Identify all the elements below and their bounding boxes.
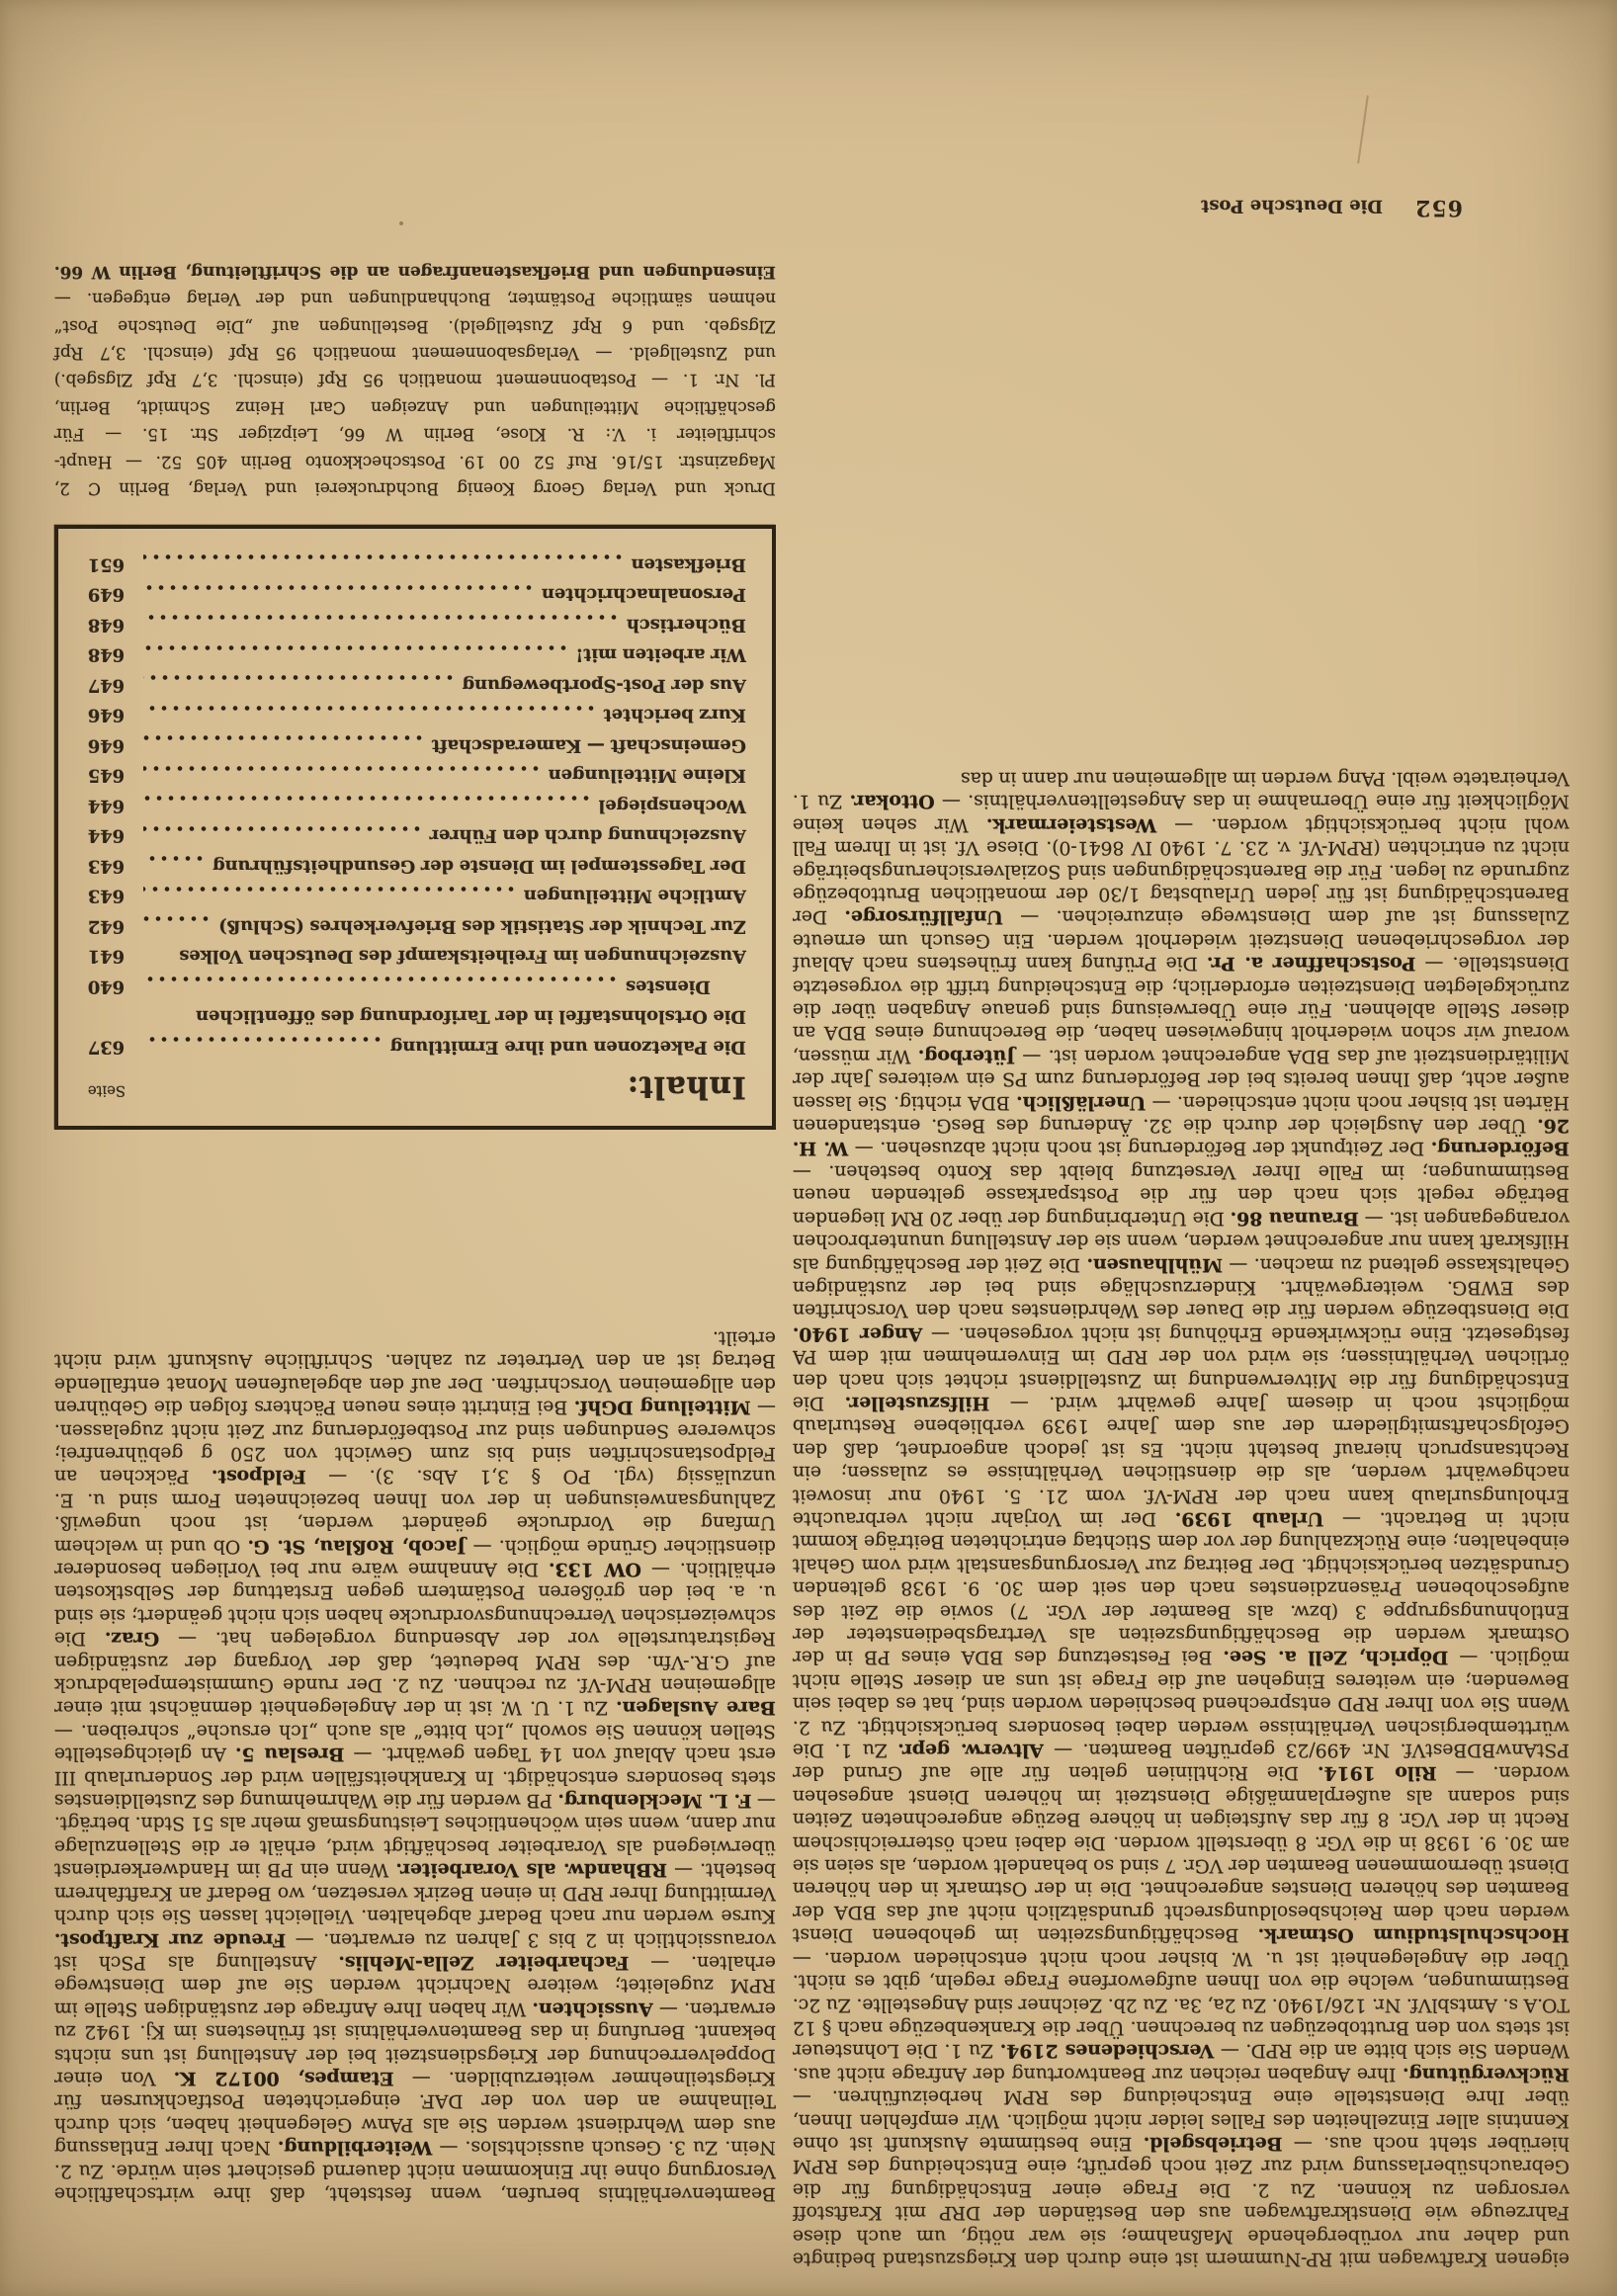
toc-entry: Auszeichnungen im Freiheitskampf des Deutschen Volkes 641 — [88, 946, 746, 968]
toc-entries — [88, 549, 746, 1062]
imprint-line: schriftleiter i. V.: R. Klose, Berlin W 66, Leipziger Str. 15. — Für — [54, 424, 776, 445]
imprint-line: Zlgsgeb. und 6 Rpf Zustellgeld). Bestellungen auf „Die Deutsche Post“ — [54, 315, 776, 336]
imprint-line: Druck und Verlag Georg Koenig Buchdruckerei und Verlag, Berlin C 2, — [54, 478, 776, 499]
imprint-line: Pl. Nr. 1. — Postabonnement monatlich 95 Rpf (einschl. 3,7 Rpf Zlgsgeb.) — [54, 370, 776, 390]
toc-entry: Wir arbeiten mit! 648 — [88, 644, 746, 666]
toc-entry: Zur Technik der Statistik des Briefverkehres (Schluß) 642 — [88, 915, 746, 937]
briefkasten-left-column: eigenen Kraftwagen mit RP-Nummern ist eine durch den Kriegszustand bedingte und daher nur vorübergehende Maßnahme; sie war nötig, um auch diese Fahrzeuge wie Dienstkraftwagen aus den Beständen der DRP mit Kraftstoff versorgen zu können. Zu 2. Die Frage einer Entschädigung für die Gebrauchsüberlassung wird zur Zeit noch geprüft; eine Entscheidung des RPM hierüber steht noch aus. — Betriebsgeld. Eine bestimmte Auskunft ist ohne Kenntnis aller Einzelheiten des Falles leider nicht möglich. Wir empfehlen Ihnen, über Ihre Dienststelle eine Entscheidung des RPM herbeizuführen. — Rückvergütung. Ihre Angaben reichen zur Beantwortung der Anfrage nicht aus. Wenden Sie sich bitte an die RPD. — Verschiedenes 2194. Zu 1. Die Lohnsteuer ist stets von den Bruttobezügen zu berechnen. Über die Krankenbezüge nach § 12 TO.A s. AmtsblVf. Nr. 126/1940. Zu 2a, 3a. Zu 2b. Zeichner sind Angestellte. Zu 2c. Bestimmungen, welche die von Ihnen aufgeworfene Frage regeln, gibt es nicht. Über die Angelegenheit ist u. W. bisher noch nicht entschieden worden. — Hochschulstudium Ostmark. Beschäftigungszeiten im gehobenen Dienst werden nach dem Reichsbesoldungsrecht grundsätzlich nicht auf das BDA der Beamten des höheren Dienstes angerechnet. Die in der Ostmark in den höheren Dienst übernommenen Beamten der VGr. 7 sind so behandelt worden, als seien sie am 30. 9. 1938 in die VGr. 8 überstellt worden. Die dabei nach österreichischem Recht in der VGr. 8 für das Aufsteigen in höhere Bezüge angerechneten Zeiten sind sodann als außerplanmäßige Dienstzeit im höheren Dienst angesehen worden. — Rilo 1914. Die Richtlinien gelten für alle auf Grund der PStAnwBDBestVf. Nr. 499/23 geprüften Beamten. — Altverw. gepr. Zu 1. Die württembergischen Verhältnisse werden dabei besonders berücksichtigt. Zu 2. Wenn Sie von Ihrer RPD entsprechend beschieden worden sind, hat es dabei sein Bewenden; ein weiteres Eingehen auf die Frage ist uns an dieser Stelle nicht möglich. — Döprich, Zell a. See. Bei Festsetzung des BDA eines PB in der Ostmark werden die Beschäftigungszeiten als Vertragsbediensteter der Entlohnungsgruppe 3 (bzw. als Beamter der VGr. 7) sowie die Zeit des aufgeschobenen Präsenzdienstes nach den seit dem 30. 9. 1938 geltenden Grundsätzen berücksichtigt. Der Beitrag zur Versorgungsanstalt wird vom Gehalt einbehalten; eine Rückzahlung der vor dem Stichtag entrichteten Beiträge kommt nicht in Betracht. — Urlaub 1939. Der im Vorjahr nicht verbrauchte Erholungsurlaub kann nach der RPM-Vf. vom 21. 5. 1940 nur insoweit nachgewährt werden, als die dienstlichen Verhältnisse es zulassen; ein Rechtsanspruch hierauf besteht nicht. Es ist jedoch angeordnet, daß den Gefolgschaftsmitgliedern der aus dem Jahre 1939 verbliebene Resturlaub möglichst noch in diesem Jahre gewährt wird. — Hilfszusteller. Die Entschädigung für die Mitverwendung im Zustelldienst richtet sich nach den örtlichen Verhältnissen; sie wird von der RPD im Einvernehmen mit dem PA festgesetzt. Eine rückwirkende Erhöhung ist nicht vorgesehen. — Anger 1940. Die Dienstbezüge werden für die Dauer des Wehrdienstes nach den Vorschriften des EWBG. weitergewährt. Kinderzuschläge sind bei der zuständigen Gehaltskasse geltend zu machen. — Mühlhausen. Die Zeit der Beschäftigung als Hilfskraft kann nur angerechnet werden, wenn sie der Anstellung ununterbrochen vorangegangen ist. — Braunau 86. Die Unterbringung der über 20 RM liegenden Beträge regelt sich nach den für die Postsparkasse geltenden neuen Bestimmungen; im Falle Ihrer Versetzung bleibt das Konto bestehen. — Beförderung. Der Zeitpunkt der Beförderung ist noch nicht abzusehen. — W. H. 26. Über den Ausgleich der durch die 32. Änderung des BesG. entstandenen Härten ist bisher noch nicht entschieden. — Unerläßlich. BDA richtig. Sie lassen außer acht, daß Ihnen bereits bei der Beförderung zum PS ein weiteres Jahr der Militärdienstzeit auf das BDA angerechnet worden ist. — Jüterbog. Wir müssen, worauf wir schon wiederholt hingewiesen haben, die Berechnung eines BDA an dieser Stelle ablehnen. Für eine Überweisung sind genaue Angaben über die zurückgelegten Dienstzeiten erforderlich; die Entscheidung trifft die vorgesetzte Dienststelle. — Postschaffner a. Pr. Die Prüfung kann frühestens nach Ablauf der vorgeschriebenen Dienstzeit wiederholt werden. Ein Gesuch um erneute Zulassung ist auf dem Dienstwege einzureichen. — Unfallfürsorge. Der Barentschädigung ist für jeden Urlaubstag 1/30 der monatlichen Bruttobezüge zugrunde zu legen. Für die Barentschädigungen sind Sozialversicherungsbeiträge nicht zu entrichten (RPM-Vf. v. 23. 7. 1940 IV 8641-0). Diese Vf. ist in Ihrem Fall wohl nicht berücksichtigt worden. — Weststeiermark. Wir sehen keine Möglichkeit für eine Übernahme in das Angestelltenverhältnis. — Ottokar. Zu 1. Verheiratete weibl. PAng werden im allgemeinen nur dann in das — [793, 768, 1570, 2270]
right-column — [54, 257, 776, 2205]
toc-entry: Personalnachrichten 649 — [88, 584, 746, 606]
imprint-line: Einsendungen und Briefkastenanfragen an die Schriftleitung, Berlin W 66. — [54, 261, 776, 282]
toc-entry: Die Paketzonen und ihre Ermittlung 637 — [88, 1036, 746, 1058]
toc-entry: Büchertisch 648 — [88, 614, 746, 636]
toc-entry: Aus der Post-Sportbewegung 647 — [88, 674, 746, 696]
toc-entry: Gemeinschaft — Kameradschaft 646 — [88, 734, 746, 756]
toc-entry: Briefkasten 651 — [88, 553, 746, 575]
toc-title: Inhalt: — [627, 1069, 746, 1105]
briefkasten-right-column: Beamtenverhältnis berufen, wenn feststeht, daß ihre wirtschaftliche Versorgung ohne ihr Einkommen nicht dauernd gesichert sein würde. Zu 2. Nein. Zu 3. Gesuch aussichtslos. — Weiterbildung. Nach Ihrer Entlassung aus dem Wehrdienst werden Sie als PAnw Gelegenheit haben, sich durch Teilnahme an den von der DAF. eingerichteten Postfachkursen für Kriegsteilnehmer weiterzubilden. — Etampes, 00172 K. Von einer Doppelverrechnung der Kriegsdienstzeit bei der Anstellung ist uns nichts bekannt. Berufung in das Beamtenverhältnis ist frühestens im Kj. 1942 zu erwarten. — Aussichten. Wir haben Ihre Anfrage der zuständigen Stelle im RPM zugeleitet; weitere Nachricht werden Sie auf dem Dienstwege erhalten. — Facharbeiter Zella-Mehlis. Anstellung als PSch ist voraussichtlich in 2 bis 3 Jahren zu erwarten. — Freude zur Kraftpost. Kurse werden nur nach Bedarf abgehalten. Vielleicht lassen Sie sich durch Vermittlung Ihrer RPD in einen Bezirk versetzen, wo Bedarf an Kraftfahrern besteht. — RBhandw. als Vorarbeiter. Wenn ein PB im Handwerkerdienst überwiegend als Vorarbeiter beschäftigt wird, erhält er die Stellenzulage nur dann, wenn sein wöchentliches Leistungsmaß mehr als 51 Stdn. beträgt. — F. L. Mecklenburg. PB werden für die Wahrnehmung des Zustelldienstes stets besonders entschädigt. In Krankheitsfällen wird der Sonderurlaub III erst nach Ablauf von 14 Tagen gewährt. — Breslau 5. An gleichgestellte Stellen können Sie sowohl „Ich bitte“ als auch „Ich ersuche“ schreiben. — Bare Auslagen. Zu 1. U. W. ist in der Angelegenheit demnächst mit einer allgemeinen RPM-Vf. zu rechnen. Zu 2. Der runde Gummistempelabdruck auf G.R.-Vfn. des RPM bedeutet, daß der Vorgang der zuständigen Registraturstelle vor der Absendung vorgelegen hat. — Graz. Die schweizerischen Verrechnungsvordrucke haben sich nicht geändert; sie sind u. a. bei den größeren Postämtern gegen Erstattung der Selbstkosten erhältlich. — OW 133. Die Annahme wäre nur bei Vorliegen besonderer dienstlicher Gründe möglich. — Jacob, Roßlau, St. G. Ob und in welchem Umfang die Vordrucke geändert werden, ist noch ungewiß. Zahlungsanweisungen in der von Ihnen bezeichneten Form sind u. E. unzulässig (vgl. PO § 3,1 Abs. 3). — Feldpost. Päckchen an Feldpostanschriften sind bis zum Gewicht von 250 g gebührenfrei; schwerere Sendungen sind zur Postbeförderung zur Zeit nicht zugelassen. — Mitteilung DGhf. Bei Eintritt eines neuen Pächters folgen die Gebühren den allgemeinen Vorschriften. Der auf den abgelaufenen Monat entfallende Betrag ist an den Vertreter zu zahlen. Schriftliche Auskunft wird nicht erteilt. — [54, 1326, 776, 2205]
toc-entry: Der Tagesstempel im Dienste der Gesundheitsführung 643 — [88, 855, 746, 877]
toc-page-column-label: Seite — [88, 1082, 127, 1100]
toc-header — [88, 1069, 746, 1105]
toc-entry: Auszeichnung durch den Führer 644 — [88, 825, 746, 847]
imprint-block — [54, 257, 776, 501]
toc-entry-wrap: Dienstes 640 — [88, 976, 711, 997]
toc-entry: Die Ortslohnstaffel in der Tarifordnung des öffentlichen — [196, 1006, 746, 1028]
journal-title: Die Deutsche Post — [1201, 196, 1384, 216]
toc-entry: Kleine Mitteilungen 645 — [88, 765, 746, 787]
running-title-line — [1201, 195, 1463, 220]
toc-entry: Wochenspiegel 644 — [88, 795, 746, 816]
imprint-line: Magazinstr. 15/16. Ruf 52 00 19. Postscheckkonto Berlin 405 52. — Haupt- — [54, 451, 776, 471]
toc-entry: Amtliche Mitteilungen 643 — [88, 886, 746, 907]
imprint-line: nehmen sämtliche Postämter, Buchhandlungen und der Verlag entgegen. — — [54, 289, 776, 309]
toc-entry: Kurz berichtet 646 — [88, 705, 746, 726]
imprint-line: geschäftliche Mitteilungen und Anzeigen Carl Heinz Schmidt, Berlin, — [54, 396, 776, 417]
imprint-line: und Zustellgeld. — Verlagsabonnement monatlich 95 Rpf (einschl. 3,7 Rpf — [54, 343, 776, 364]
table-of-contents-box — [54, 525, 776, 1130]
page-number: 652 — [1414, 195, 1463, 220]
